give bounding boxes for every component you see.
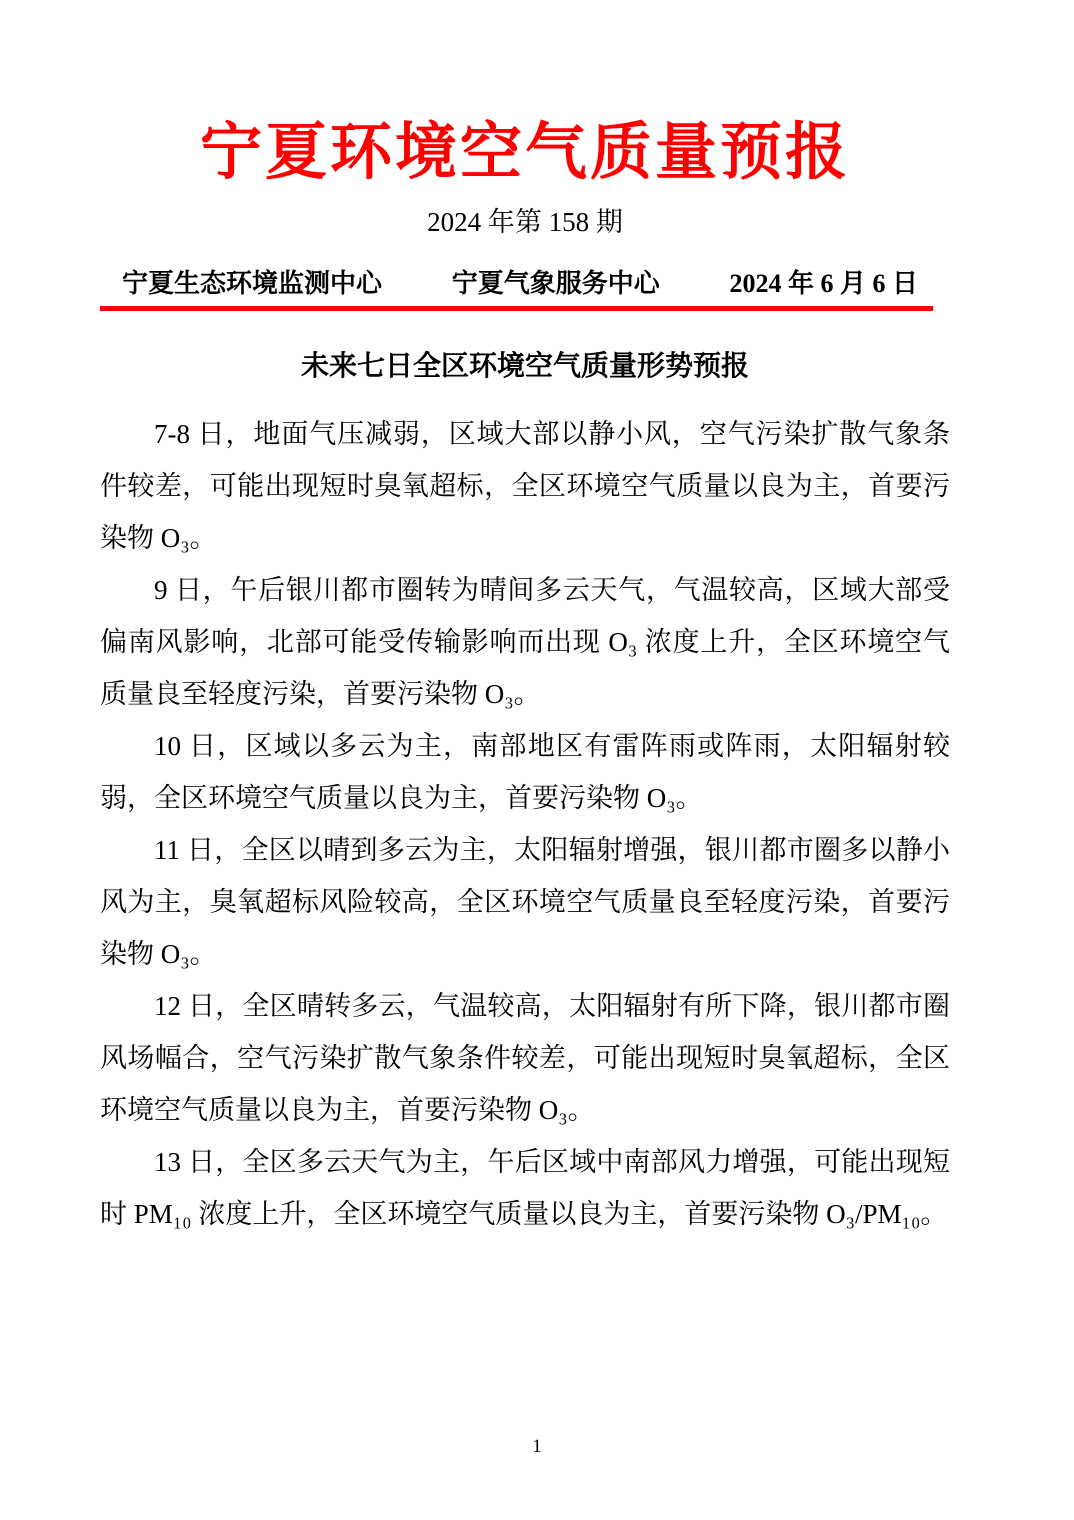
forecast-paragraphs xyxy=(100,408,950,1240)
issue-date: 2024 年 6 月 6 日 xyxy=(729,269,918,299)
document-title: 宁夏环境空气质量预报 xyxy=(199,119,850,187)
forecast-paragraph: 13 日，全区多云天气为主，午后区域中南部风力增强，可能出现短时 PM₁₀ 浓度上升，全区环境空气质量以良为主，首要污染物 O₃/PM₁₀。 xyxy=(100,1146,950,1229)
section-title: 未来七日全区环境空气质量形势预报 xyxy=(300,351,749,383)
page-number: 1 xyxy=(532,1436,542,1457)
issuer-monitoring-center: 宁夏生态环境监测中心 xyxy=(122,269,383,299)
header-divider-rule xyxy=(100,306,933,311)
forecast-paragraph: 10 日，区域以多云为主，南部地区有雷阵雨或阵雨，太阳辐射较弱，全区环境空气质量以良为主，首要污染物 O₃。 xyxy=(100,730,950,813)
forecast-paragraph: 9 日，午后银川都市圈转为晴间多云天气，气温较高，区域大部受偏南风影响，北部可能受传输影响而出现 O₃ 浓度上升，全区环境空气质量良至轻度污染，首要污染物 O₃。 xyxy=(100,574,950,709)
forecast-paragraph: 12 日，全区晴转多云，气温较高，太阳辐射有所下降，银川都市圈风场幅合，空气污染扩散气象条件较差，可能出现短时臭氧超标，全区环境空气质量以良为主，首要污染物 O₃。 xyxy=(100,990,950,1125)
issue-number: 2024 年第 158 期 xyxy=(427,206,623,237)
issuer-row xyxy=(100,268,933,299)
issuer-weather-service-center: 宁夏气象服务中心 xyxy=(451,269,660,299)
forecast-paragraph: 7-8 日，地面气压减弱，区域大部以静小风，空气污染扩散气象条件较差，可能出现短时臭氧超标，全区环境空气质量以良为主，首要污染物 O₃。 xyxy=(100,418,950,553)
forecast-paragraph: 11 日，全区以晴到多云为主，太阳辐射增强，银川都市圈多以静小风为主，臭氧超标风险较高，全区环境空气质量良至轻度污染，首要污染物 O₃。 xyxy=(100,834,950,969)
